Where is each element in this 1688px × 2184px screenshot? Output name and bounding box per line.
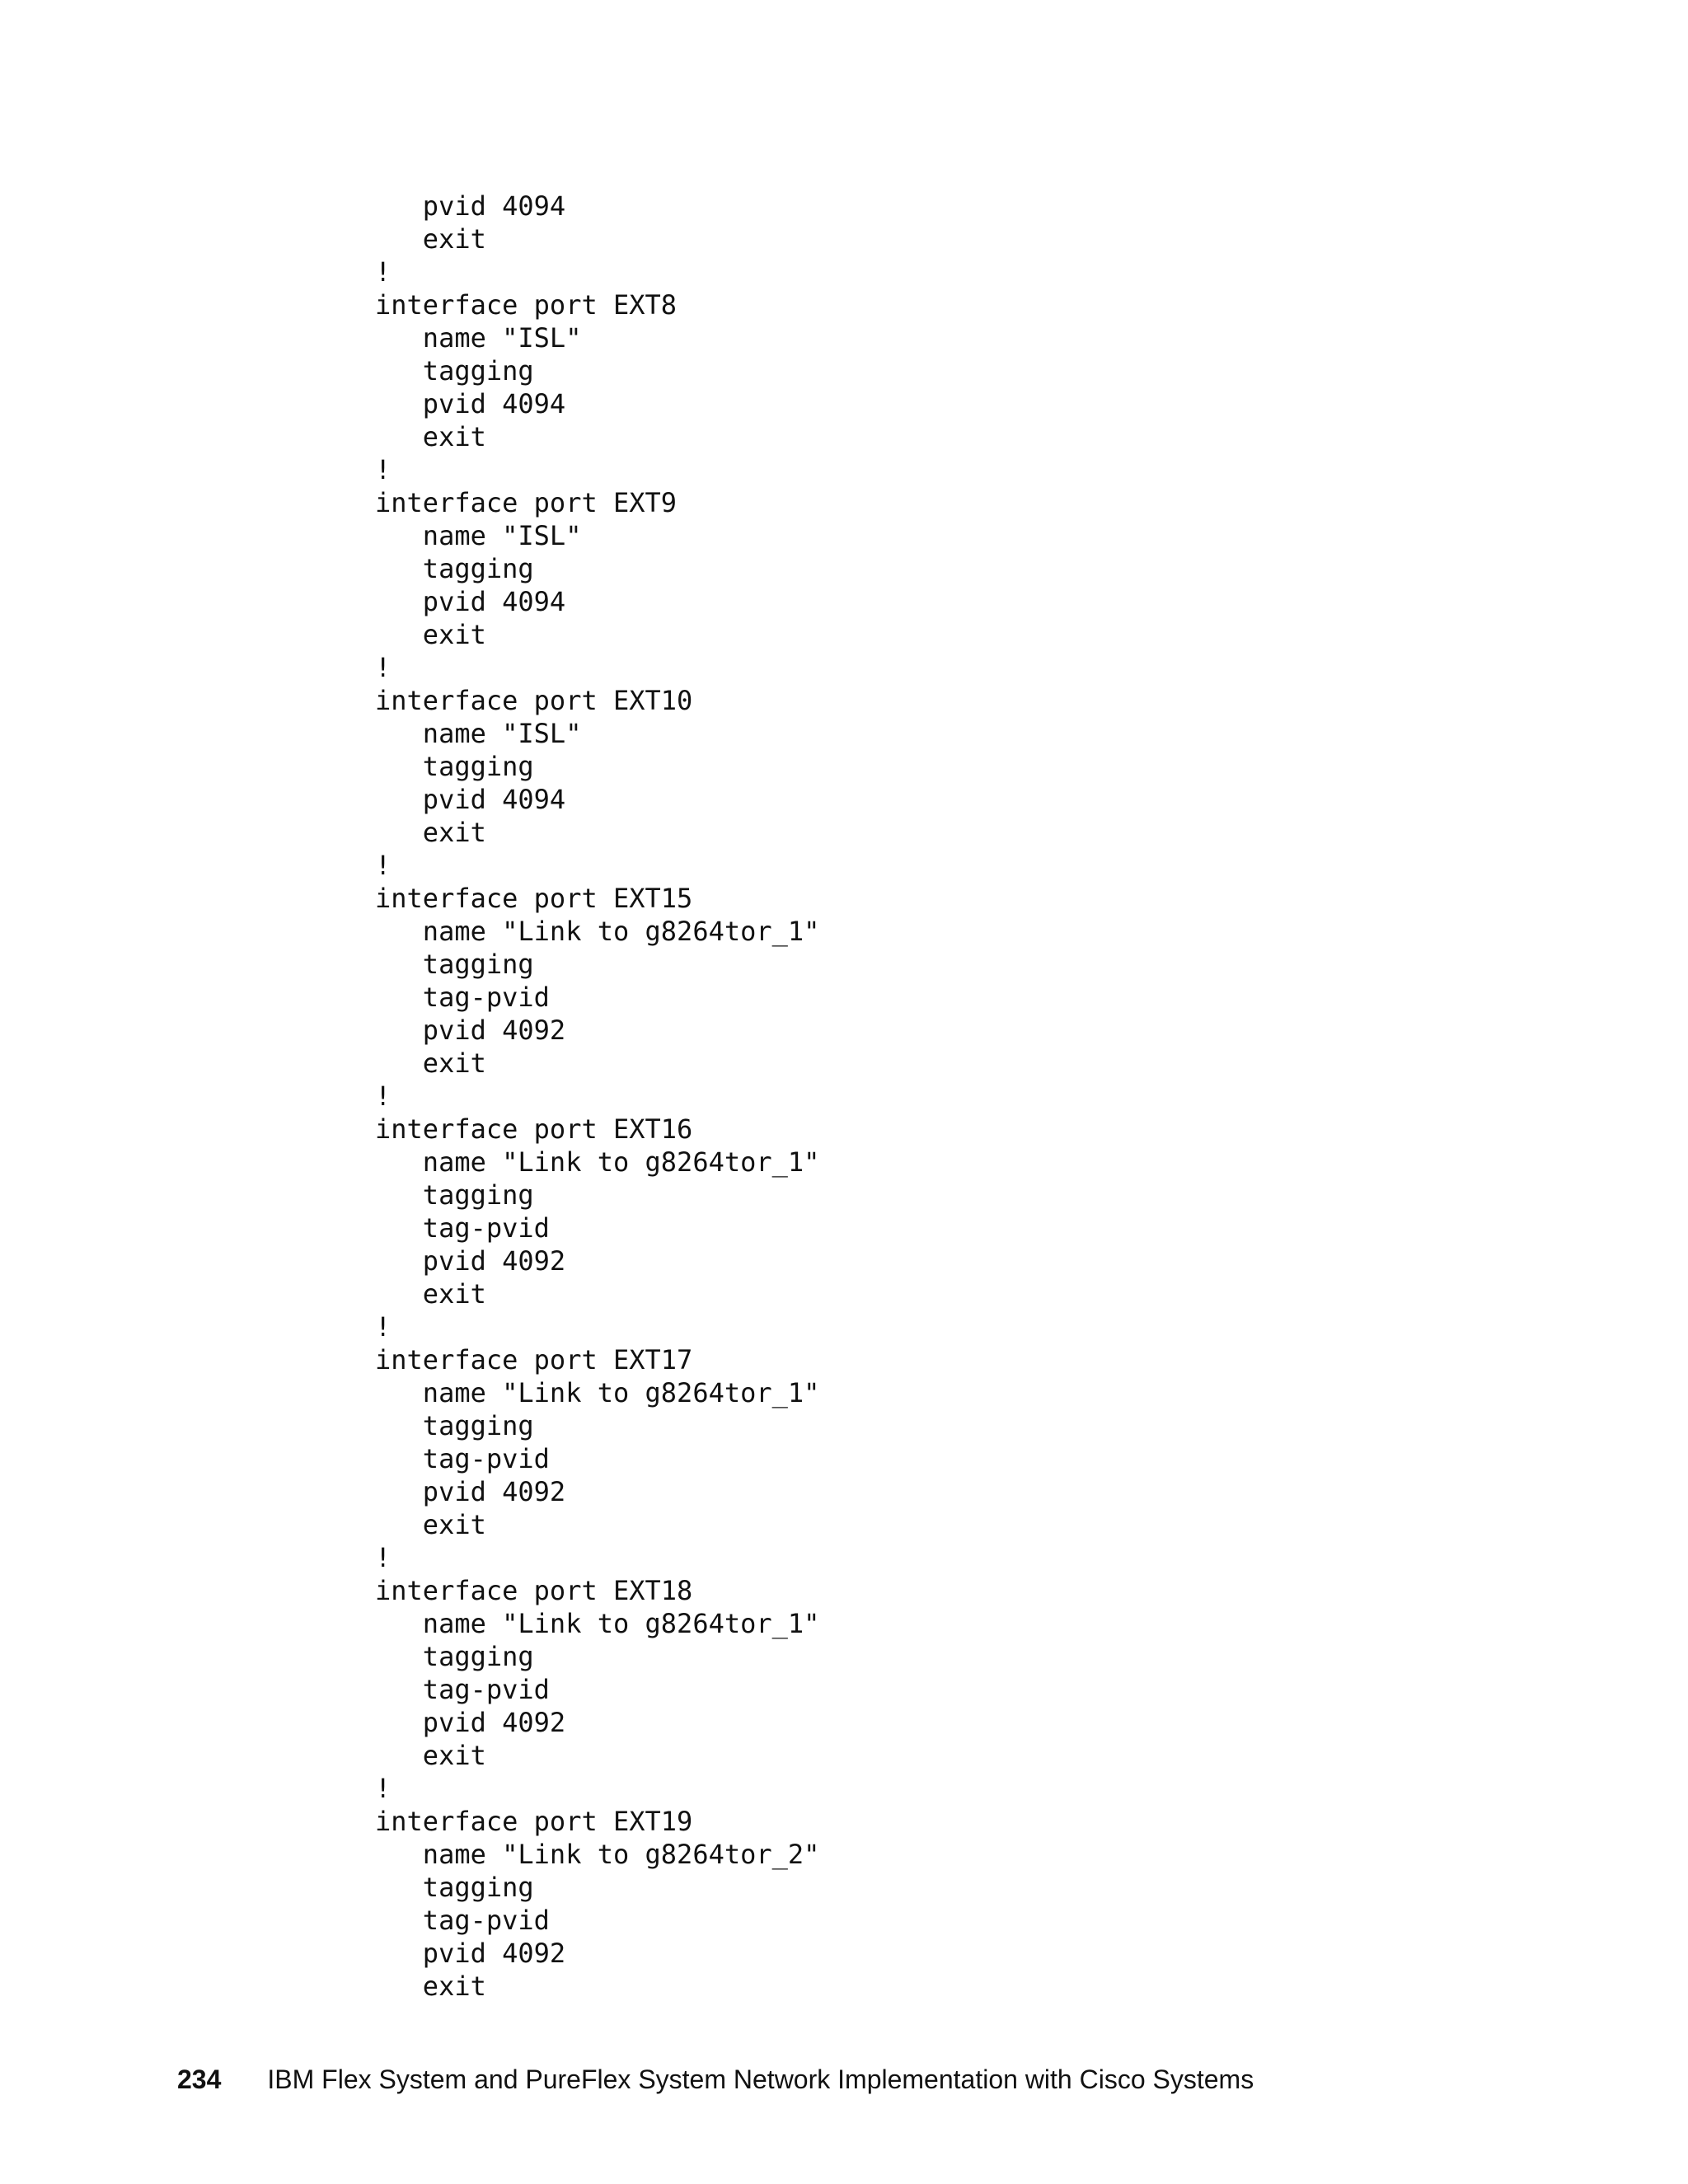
code-line: interface port EXT17 [375,1344,693,1376]
page-number: 234 [177,2064,222,2094]
code-line: ! [375,1542,392,1573]
code-line: tag-pvid [375,982,550,1013]
code-line: ! [375,1311,392,1343]
code-line: tagging [375,949,534,980]
book-title: IBM Flex System and PureFlex System Network Implementation with Cisco Systems [267,2064,1254,2094]
code-line: name "Link to g8264tor_1" [375,1146,820,1178]
code-line: pvid 4094 [375,586,566,617]
code-line: tag-pvid [375,1674,550,1705]
code-line: name "Link to g8264tor_1" [375,916,820,947]
code-line: exit [375,223,486,255]
code-line: exit [375,1971,486,2002]
code-line: pvid 4092 [375,1476,566,1507]
code-line: interface port EXT19 [375,1806,693,1837]
code-line: tag-pvid [375,1212,550,1244]
code-line: pvid 4094 [375,388,566,419]
code-line: exit [375,619,486,650]
code-line: tagging [375,553,534,584]
code-line: tagging [375,1872,534,1903]
code-line: name "ISL" [375,718,582,749]
code-line: interface port EXT9 [375,487,678,518]
config-code-block [375,190,819,2003]
code-line: ! [375,1080,392,1112]
code-line: pvid 4094 [375,784,566,815]
code-line: exit [375,1278,486,1310]
code-line: interface port EXT16 [375,1113,693,1145]
code-line: tagging [375,1641,534,1672]
code-line: pvid 4094 [375,190,566,222]
code-line: pvid 4092 [375,1707,566,1738]
code-line: tagging [375,1410,534,1441]
code-line: ! [375,1773,392,1804]
code-line: name "Link to g8264tor_1" [375,1608,820,1639]
code-line: pvid 4092 [375,1938,566,1969]
code-line: tagging [375,355,534,387]
code-line: exit [375,1509,486,1540]
code-line: ! [375,256,392,288]
code-line: name "ISL" [375,322,582,354]
code-line: ! [375,850,392,881]
code-line: name "ISL" [375,520,582,551]
code-line: tag-pvid [375,1905,550,1936]
code-line: name "Link to g8264tor_1" [375,1377,820,1408]
code-line: interface port EXT10 [375,685,693,716]
code-line: ! [375,652,392,683]
code-line: interface port EXT8 [375,289,678,321]
code-line: name "Link to g8264tor_2" [375,1839,820,1870]
code-line: ! [375,454,392,485]
code-line: tag-pvid [375,1443,550,1474]
code-line: pvid 4092 [375,1245,566,1277]
code-line: tagging [375,751,534,782]
code-line: exit [375,1047,486,1079]
code-line: pvid 4092 [375,1015,566,1046]
page-footer [177,2064,1254,2095]
code-line: exit [375,421,486,452]
code-line: interface port EXT18 [375,1575,693,1606]
code-line: interface port EXT15 [375,883,693,914]
code-line: tagging [375,1179,534,1211]
code-line: exit [375,1740,486,1771]
code-line: exit [375,817,486,848]
